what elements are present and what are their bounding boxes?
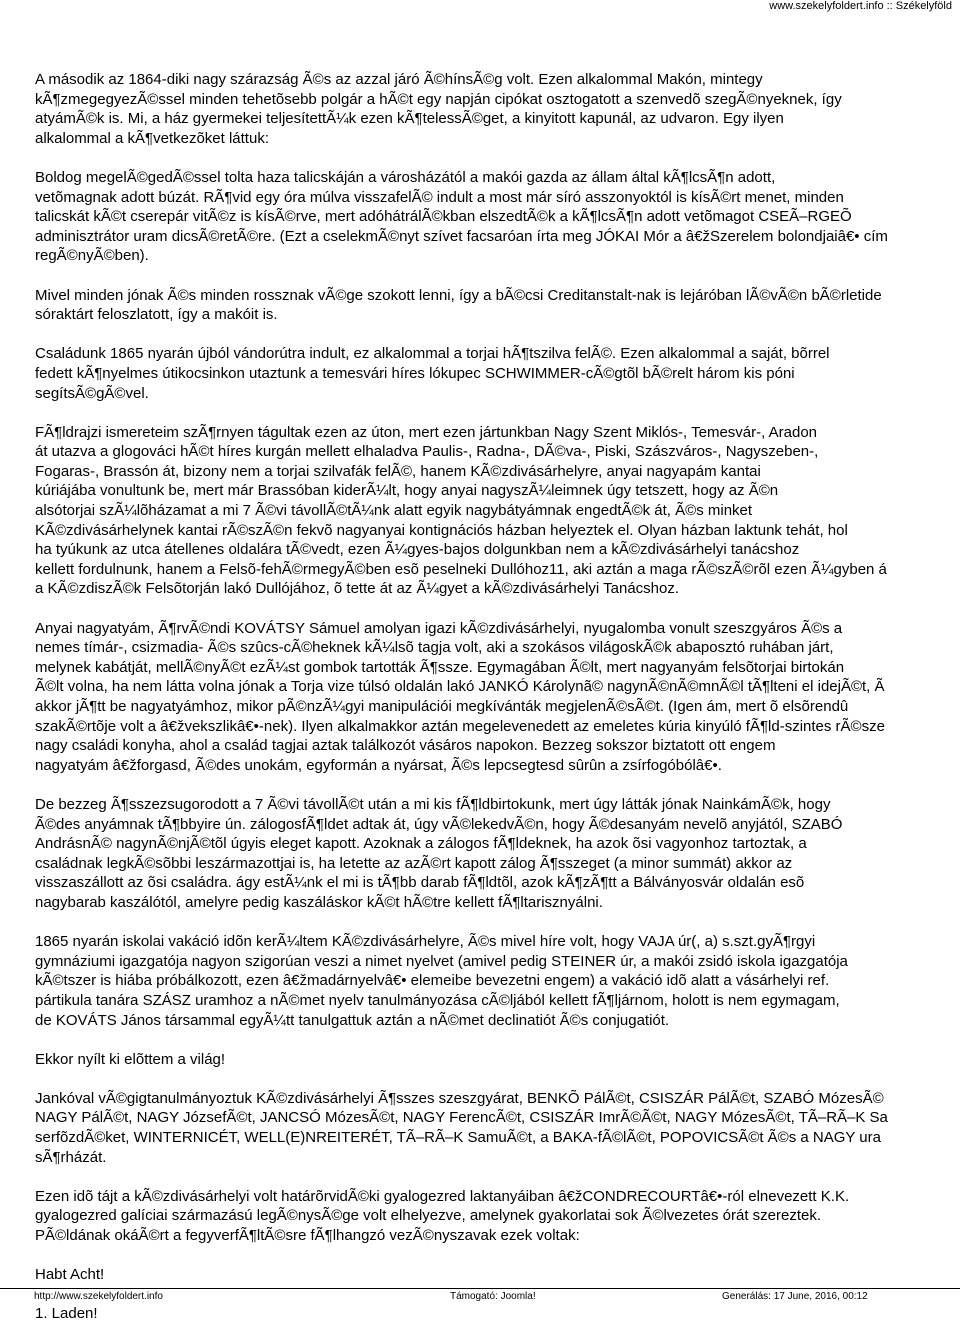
header-separator: :: — [886, 0, 893, 12]
paragraph-grandfather: Anyai nagyatyám, Ã¶rvÃ©ndi KOVÁTSY Sámuel amolyan igazi kÃ©zdivásárhelyi, nyugalomba vonult szeszgyáros Ã©s a nemes tímár-, csizmadia- Ã©s szûcs-cÃ©heknek kÃ¼lsõ tagja volt, aki a szokásos világoskÃ©k abaposztó ruhában járt, melynek kabátját, mellÃ©nyÃ©t ezÃ¼st gombok tartották Ã¶ssze. Egymagában Ã©lt, mert nagyanyám felsõtorjai birtokán Ã©lt volna, ha nem látta volna jónak a Torja vize túlsó oldalán lakó JANKÓ Károlynã© nagynÃ©nÃ©mnÃ©l tÃ¶lteni el idejÃ©t, Ã akkor jÃ¶tt be nagyatyámhoz, mikor pÃ©nzÃ¼gyi manipulációi megkívánták megjelenÃ©sÃ©t. (Igen ám, mert õ elsõrendû szakÃ©rtõje volt a â€žvekszlikâ€•-nek). Ilyen alkalmakkor aztán megelevenedett az emeletes kúria kinyúló fÃ¶ld-szintes rÃ©sze nagy családi konyha, ahol a család tagjai aztak találkozót vásáros napokon. Bezzeg sokszor biztatott ott engem nagyatyám â€žforgasd, Ã©des unokám, egyformán a nyársat, Ã©s lepcsegtesd sûrûn a zsírfogóbólâ€•. — [35, 619, 885, 774]
site-url[interactable]: www.szekelyfoldert.info — [769, 0, 884, 12]
footer-generated: Generálás: 17 June, 2016, 00:12 — [722, 1291, 868, 1302]
footer-sponsor: Támogató: Joomla! — [450, 1291, 536, 1302]
paragraph-seed-grain: Boldog megelÃ©gedÃ©ssel tolta haza talicskáján a városházától a makói gazda az állam által kÃ¶lcsÃ¶n adott, vetõmagnak adott búzát. RÃ¶vid egy óra múlva visszafelÃ© indult a most már síró asszonyoktól is kísÃ©rt menet, minden talicskát kÃ©t cserepár vitÃ©z is kísÃ©rve, mert adóhátrálÃ©kban elszedtÃ©k a kÃ¶lcsÃ¶n adott vetõmagot CSEÃ–RGEÕ adminisztrátor uram dicsÃ©retÃ©re. (Ezt a cselekmÃ©nyt szívet facsaróan írta meg JÓKAI Mór a â€žSzerelem bolondjaiâ€• cím regÃ©nyÃ©ben). — [35, 168, 888, 265]
paragraph-creditanstalt: Mivel minden jónak Ã©s minden rossznak vÃ©ge szokott lenni, így a bÃ©csi Creditanstalt-nak is lejáróban lÃ©vÃ©n bÃ©rletide sóraktárt feloszlatott, így a makóit is. — [35, 286, 882, 324]
paragraph-land: De bezzeg Ã¶sszezsugorodott a 7 Ã©vi távollÃ©t után a mi kis fÃ¶ldbirtokunk, mert úgy látták jónak NainkámÃ©k, hogy Ã©des anyámnak tÃ¶bbyire ún. zálogosfÃ¶ldet adtak át, úgy vÃ©lekedvÃ©n, hogy Ã©desanyám nevelõ anyjától, SZABÓ AndrásnÃ© nagynÃ©njÃ©tõl úgyis eleget kapott. Azoknak a zálogos fÃ¶ldeknek, ha azok õsi vagyonhoz tartoztak, a családnak legkÃ©sõbbi leszármazottjai is, ha letette az azÃ©rt kapott zálog Ã¶sszeget (a minor summát) akkor az visszaszállott az õsi családra. ágy estÃ¼nk el mi is tÃ¶bb darab fÃ¶ldtõl, azok kÃ¶zÃ¶tt a Bálványosvár oldalán esõ nagybarab kaszálótól, amelyre pedig kaszáláskor kÃ©t hÃ©tre kellett fÃ¶ltarisznyálni. — [35, 795, 843, 911]
site-name[interactable]: Székelyföld — [895, 0, 952, 12]
paragraph-regiment: Ezen idõ tájt a kÃ©zdivásárhelyi volt határõrvidÃ©ki gyalogezred laktanyáiban â€žCONDRECOURTâ€•-ról elnevezett K.K. gyalogezred galíciai származású legÃ©nysÃ©ge volt elhelyezve, amelynek gyakorlatai sok Ã©lvezetes órát szereztek. PÃ©ldának okáÃ©rt a fegyverfÃ¶ltÃ©sre fÃ¶lhangzó vezÃ©nyszavak ezek voltak: — [35, 1187, 850, 1245]
paragraph-drought: A második az 1864-diki nagy szárazság Ã©s az azzal járó Ã©hínsÃ©g volt. Ezen alkalommal Makón, mintegy kÃ¶zmegegyezÃ©ssel minden tehetõsebb polgár a hÃ©t egy napján cipókat osztogatott a szenvedõ szegÃ©nyeknek, így atyámÃ©k is. Mi, a ház gyermekei teljesítettÃ¼k ezen kÃ¶telessÃ©get, a kinyitott kapunál, az udvaron. Egy ilyen alkalommal a kÃ¶vetkezõket láttuk: — [35, 71, 842, 147]
paragraph-habt-acht: Habt Acht! — [35, 1266, 105, 1284]
footer-url[interactable]: http://www.szekelyfoldert.info — [34, 1291, 163, 1302]
paragraph-laden: 1. Laden! — [35, 1305, 98, 1323]
paragraph-world-opened: Ekkor nyílt ki elõttem a világ! — [35, 1050, 226, 1068]
paragraph-school-vacation: 1865 nyarán iskolai vakáció idõn kerÃ¼ltem KÃ©zdivásárhelyre, Ã©s mivel híre volt, hogy VAJA úr(, a) s.szt.gyÃ¶rgyi gymnáziumi igazgatója nagyon szigorúan veszi a nimet nyelvet (amivel pedig STEINER úr, a makói zsidó iskola igazgatója kÃ©tszer is hiába próbálkozott, ezen â€žmadárnyelvâ€• elemeibe bevezetni engem) a vakáció idõ alatt a vásárhelyi ref. pártikula tanára SZÁSZ uramhoz a nÃ©met nyelv tanulmányozása cÃ©ljából kellett fÃ¶ljárnom, holott is nem egymagam, de KOVÁTS János társammal egyÃ¼tt tanulgattuk aztán a nÃ©met declinatiót Ã©s conjugatiót. — [35, 933, 848, 1029]
article-content — [35, 70, 960, 1344]
paragraph-distilleries: Jankóval vÃ©gigtanulmányoztuk KÃ©zdivásárhelyi Ã¶sszes szeszgyárat, BENKÕ PálÃ©t, CSISZÁR PálÃ©t, SZABÓ MózesÃ© NAGY PálÃ©t, NAGY JózsefÃ©t, JANCSÓ MózesÃ©t, NAGY FerencÃ©t, CSISZÁR ImrÃ©Ã©t, NAGY MózesÃ©t, TÃ–RÃ–K Sa serfõzdÃ©ket, WINTERNICÉT, WELL(E)NREITERÉT, TÃ–RÃ–K SamuÃ©t, a BAKA-fÃ©lÃ©t, POPOVICSÃ©t Ã©s a NAGY ura sÃ¶rházát. — [35, 1089, 888, 1166]
paragraph-journey: Családunk 1865 nyarán újból vándorútra indult, ez alkalommal a torjai hÃ¶tszilva felÃ©. Ezen alkalommal a saját, bõrrel fedett kÃ¶nyelmes útikocsinkon utaztunk a temesvári híres lókupec SCHWIMMER-cÃ©gtõl bÃ©relt három kis póni segítsÃ©gÃ©vel. — [35, 345, 830, 402]
site-header — [769, 0, 952, 13]
page-footer — [0, 1288, 960, 1303]
paragraph-geography: FÃ¶ldrajzi ismereteim szÃ¶rnyen tágultak ezen az úton, mert ezen jártunkban Nagy Szent Miklós-, Temesvár-, Aradon át utazva a glogováci hÃ©t híres kurgán mellett elhaladva Paulis-, Radna-, DÃ©va-, Piski, Szászváros-, Nagyszeben-, Fogaras-, Brassón át, bizony nem a torjai szilvafák felÃ©, hanem KÃ©zdivásárhelyre, anyai nagyapám kantai kúriájába vonultunk be, mert már Brassóban kiderÃ¼lt, hogy anyai nagyszÃ¼leimnek úgy tetszett, hogy az Ã©n alsótorjai szÃ¼lõházamat a mi 7 Ã©vi távollÃ©tÃ¼nk alatt egyik nagybátyámnak engedtÃ©k át, Ã©s minket KÃ©zdivásárhelynek kantai rÃ©szÃ©n fekvõ nagyanyai kontignációs házban helyeztek el. Olyan házban laktunk tehát, hol ha tyúkunk az utca átellenes oldalára tÃ©vedt, ezen Ã¼gyes-bajos dolgunkban nem a kÃ©zdivásárhelyi tanácshoz kellett fordulnunk, hanem a Felsõ-fehÃ©rmegyÃ©ben esõ peselneki Dullóhoz11, aki aztán a maga rÃ©szÃ©rõl ezen Ã¼gyben á a KÃ©zdiszÃ©k Felsõtorján lakó Dullójához, õ tette át az Ã¼gyet a kÃ©zdivásárhelyi Tanácshoz. — [35, 423, 887, 598]
